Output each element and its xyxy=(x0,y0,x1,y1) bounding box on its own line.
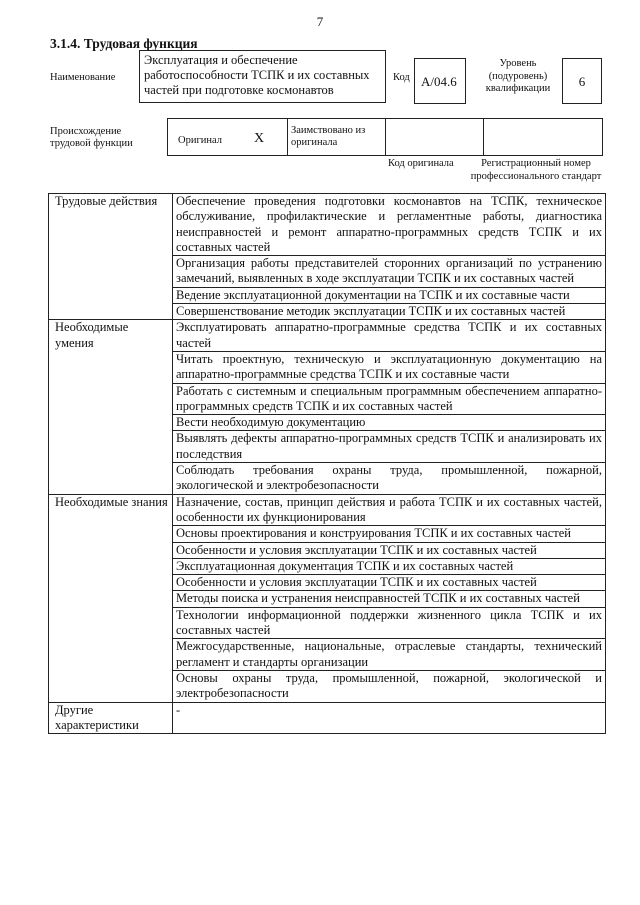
origin-label: Происхождение трудовой функции xyxy=(50,126,133,149)
item-cell: Методы поиска и устранения неисправностей ТСПК и их составных частей xyxy=(173,591,606,607)
code-value: А/04.6 xyxy=(414,58,466,104)
item-cell: Ведение эксплуатационной документации на ТСПК и их составные части xyxy=(173,287,606,303)
borrowed-label: Заимствовано из оригинала xyxy=(291,125,366,148)
original-label: Оригинал xyxy=(178,135,222,146)
origin-row xyxy=(167,118,603,156)
table-row xyxy=(49,194,606,256)
item-cell: Особенности и условия эксплуатации ТСПК и их составных частей xyxy=(173,542,606,558)
item-cell: Эксплуатировать аппаратно-программные средства ТСПК и их составных частей xyxy=(173,320,606,352)
table-row xyxy=(49,702,606,734)
borrowed-cell xyxy=(288,119,386,155)
category-cell: Необходимые знания xyxy=(49,494,173,702)
code-original-cell xyxy=(386,119,484,155)
item-cell: Организация работы представителей сторонних организаций по устранению замечаний, выявленных в ходе эксплуатации ТСПК и их составных частей xyxy=(173,256,606,288)
original-mark: X xyxy=(254,131,265,146)
item-cell: Межгосударственные, национальные, отраслевые стандарты, технический регламент и стандарты организации xyxy=(173,639,606,671)
item-cell: Читать проектную, техническую и эксплуатационную документацию на аппаратно-программные средства ТСПК и их составные части xyxy=(173,351,606,383)
item-cell: Эксплуатационная документация ТСПК и их составных частей xyxy=(173,558,606,574)
item-cell: Работать с системным и специальным программным обеспечением аппаратно-программных средств ТСПК и их составных частей xyxy=(173,383,606,415)
reg-number-caption: Регистрационный номер профессионального стандарт xyxy=(470,158,602,182)
item-cell: Обеспечение проведения подготовки космонавтов на ТСПК, техническое обслуживание, профилактические и регламентные работы, диагностика неисправностей и ремонт аппаратно-программных средств ТСПК и их составных частей xyxy=(173,194,606,256)
item-cell: Соблюдать требования охраны труда, промышленной, пожарной, экологической и электробезопасности xyxy=(173,463,606,495)
original-cell xyxy=(168,119,288,155)
table-row xyxy=(49,494,606,526)
item-cell: Основы проектирования и конструирования ТСПК и их составных частей xyxy=(173,526,606,542)
item-cell: Технологии информационной поддержки жизненного цикла ТСПК и их составных частей xyxy=(173,607,606,639)
item-cell: Основы охраны труда, промышленной, пожарной, экологической и электробезопасности xyxy=(173,670,606,702)
table-row xyxy=(49,320,606,352)
name-value: Эксплуатация и обеспечение работоспособности ТСПК и их составных частей при подготовке космонавтов xyxy=(139,50,386,103)
item-cell: Выявлять дефекты аппаратно-программных средств ТСПК и анализировать их последствия xyxy=(173,431,606,463)
section-title: 3.1.4. Трудовая функция xyxy=(50,36,198,51)
item-cell: Совершенствование методик эксплуатации ТСПК и их составных частей xyxy=(173,304,606,320)
item-cell: Особенности и условия эксплуатации ТСПК и их составных частей xyxy=(173,575,606,591)
item-cell: Назначение, состав, принцип действия и работа ТСПК и их составных частей, особенности их функционирования xyxy=(173,494,606,526)
item-cell: - xyxy=(173,702,606,734)
category-cell: Другие характеристики xyxy=(49,702,173,734)
code-label: Код xyxy=(393,72,410,83)
reg-number-cell xyxy=(484,119,604,155)
function-table xyxy=(48,193,606,734)
item-cell: Вести необходимую документацию xyxy=(173,415,606,431)
code-original-caption: Код оригинала xyxy=(388,158,454,169)
level-label: Уровень (подуровень) квалификации xyxy=(485,58,551,94)
category-cell: Трудовые действия xyxy=(49,194,173,320)
category-cell: Необходимые умения xyxy=(49,320,173,494)
name-label: Наименование xyxy=(50,72,116,83)
page-number: 7 xyxy=(316,14,324,29)
level-value: 6 xyxy=(562,58,602,104)
